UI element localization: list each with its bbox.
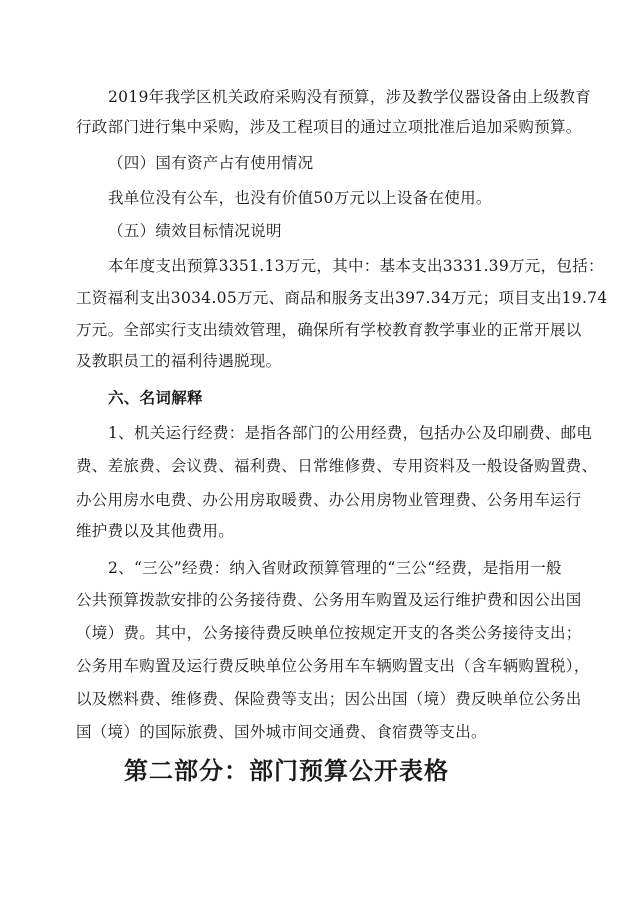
term2-line-2: 公共预算拨款安排的公务接待费、公务用车购置及运行维护费和因公出国 [76, 591, 582, 609]
procurement-line-2: 行政部门进行集中采购，涉及工程项目的通过立项批准后追加采购预算。 [76, 118, 582, 136]
assets-heading: （四）国有资产占有使用情况 [108, 154, 314, 172]
term2-line-1: 2、“三公”经费：纳入省财政预算管理的“三公“经费，是指用一般 [108, 559, 562, 577]
performance-line-4: 及教职员工的福利待遇脱现。 [76, 352, 282, 370]
procurement-line-1: 2019年我学区机关政府采购没有预算，涉及教学仪器设备由上级教育 [108, 88, 592, 106]
term2-line-6: 国（境）的国际旅费、国外城市间交通费、食宿费等支出。 [76, 723, 487, 741]
assets-line-1: 我单位没有公车，也没有价值50万元以上设备在使用。 [108, 189, 492, 207]
term1-line-1: 1、机关运行经费：是指各部门的公用经费，包括办公及印刷费、邮电 [108, 424, 593, 442]
term2-line-4: 公务用车购置及运行费反映单位公务用车车辆购置支出（含车辆购置税）， [76, 657, 590, 675]
terms-heading: 六、名词解释 [108, 389, 203, 407]
term1-line-4: 维护费以及其他费用。 [76, 522, 235, 540]
section-title: 第二部分：部门预算公开表格 [124, 757, 449, 785]
term2-line-5: 以及燃料费、维修费、保险费等支出；因公出国（境）费反映单位公务出 [76, 690, 582, 708]
term1-line-3: 办公用房水电费、办公用房取暖费、办公用房物业管理费、公务用车运行 [76, 491, 582, 509]
term1-line-2: 费、差旅费、会议费、福利费、日常维修费、专用资料及一般设备购置费、 [76, 457, 598, 475]
performance-line-1: 本年度支出预算3351.13万元，其中：基本支出3331.39万元，包括： [108, 257, 604, 275]
performance-line-2: 工资福利支出3034.05万元、商品和服务支出397.34万元；项目支出19.74 [76, 289, 608, 307]
term2-line-3: （境）费。其中，公务接待费反映单位按规定开支的各类公务接待支出； [76, 624, 582, 642]
performance-line-3: 万元。全部实行支出绩效管理，确保所有学校教育教学事业的正常开展以 [76, 321, 582, 339]
performance-heading: （五）绩效目标情况说明 [108, 222, 282, 240]
